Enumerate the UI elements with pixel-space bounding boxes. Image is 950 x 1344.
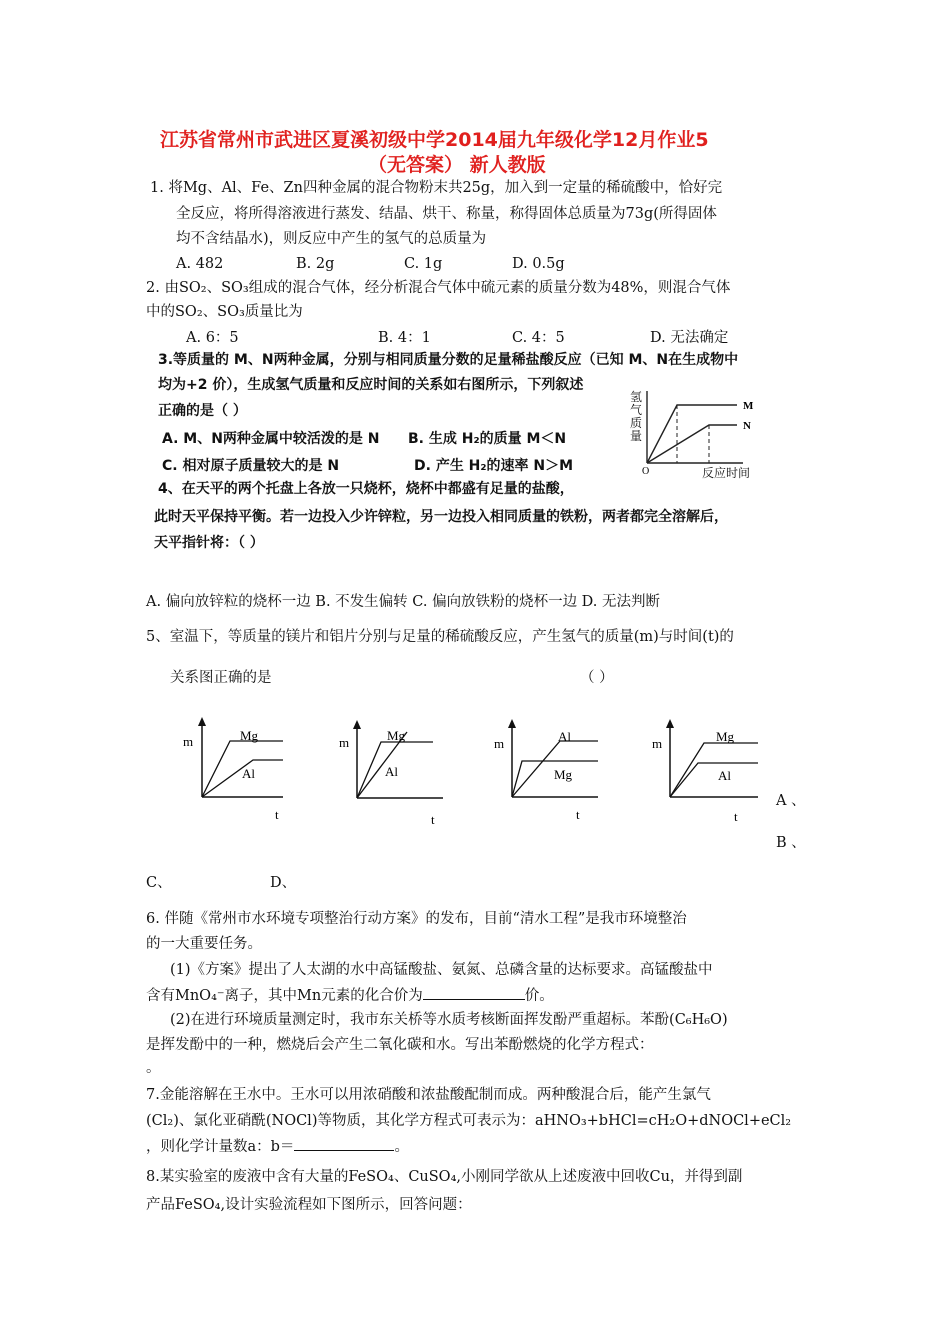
q6-part1-line2 xyxy=(146,985,554,1006)
q3-line3: 正确的是（ ） xyxy=(158,403,247,419)
q6-line2: 的一大重要任务。 xyxy=(146,936,262,952)
q5-graph-a xyxy=(175,715,315,827)
q3-graph-ylabel: 氢气质量 xyxy=(630,390,643,443)
q1-option-b: B. 2g xyxy=(296,256,335,272)
q6-part2-line2: 是挥发酚中的一种，燃烧后会产生二氧化碳和水。写出苯酚燃烧的化学方程式： xyxy=(146,1037,654,1053)
q2-option-b: B. 4：1 xyxy=(378,330,431,346)
q2-option-c: C. 4：5 xyxy=(512,330,565,346)
q6-part2-line3: 。 xyxy=(146,1060,161,1076)
q5-graph-a-t: t xyxy=(275,807,279,822)
q8-line1: 8.某实验室的废液中含有大量的FeSO₄、CuSO₄,小刚同学欲从上述废液中回收Cu，并得到副 xyxy=(146,1169,743,1185)
q4-line3: 天平指针将：（ ） xyxy=(154,535,264,551)
q3-graph-line-n xyxy=(647,425,737,463)
q3-line2: 均为+2 价），生成氢气质量和反应时间的关系如右图所示，下列叙述 xyxy=(158,377,584,393)
q3-graph-label-n: N xyxy=(743,420,751,432)
q3-option-c: C. 相对原子质量较大的是 N xyxy=(162,458,340,474)
q5-label-d: D、 xyxy=(270,875,297,891)
q5-graph-c-bottom: Mg xyxy=(554,767,573,782)
q1-option-c: C. 1g xyxy=(404,256,443,272)
q4-options: A. 偏向放锌粒的烧杯一边 B. 不发生偏转 C. 偏向放铁粉的烧杯一边 D. 无法判断 xyxy=(146,594,661,610)
q3-option-b: B. 生成 H₂的质量 M＜N xyxy=(408,431,567,447)
q6-part1-text: 含有MnO₄⁻离子，其中Mn元素的化合价为 xyxy=(146,988,423,1004)
q2-option-d: D. 无法确定 xyxy=(650,330,729,346)
q5-label-b: B 、 xyxy=(776,835,806,851)
q7-blank-ratio[interactable] xyxy=(294,1136,394,1151)
q2-option-a: A. 6：5 xyxy=(186,330,239,346)
q5-graph-c xyxy=(490,717,630,829)
q5-graph-d-bottom: Al xyxy=(718,768,731,783)
q5-graph-b-m: m xyxy=(339,735,350,750)
q1-line1: 1. 将Mg、Al、Fe、Zn四种金属的混合物粉末共25g，加入到一定量的稀硫酸中，恰好完 xyxy=(150,180,723,196)
q5-graph-b-bottom: Al xyxy=(385,764,398,779)
q5-graph-b-t: t xyxy=(431,812,435,827)
q6-part2-line1: (2)在进行环境质量测定时，我市东关桥等水质考核断面挥发酚严重超标。苯酚(C₆H₆O) xyxy=(170,1012,728,1028)
q1-line2: 全反应，将所得溶液进行蒸发、结晶、烘干、称量，称得固体总质量为73g(所得固体 xyxy=(176,206,717,222)
q4-line1: 4、在天平的两个托盘上各放一只烧杯，烧杯中都盛有足量的盐酸， xyxy=(158,481,574,497)
q7-suffix: 。 xyxy=(394,1139,409,1155)
q6-part1-suffix: 价。 xyxy=(524,988,554,1004)
q2-line2: 中的SO₂、SO₃质量比为 xyxy=(146,304,303,320)
q3-option-a: A. M、N两种金属中较活泼的是 N xyxy=(162,431,380,447)
q8-line2: 产品FeSO₄,设计实验流程如下图所示，回答问题： xyxy=(146,1197,472,1213)
q3-graph-label-m: M xyxy=(743,400,754,412)
q5-graph-c-top: Al xyxy=(558,729,571,744)
q5-graph-d-m: m xyxy=(652,736,663,751)
q3-option-d: D. 产生 H₂的速率 N＞M xyxy=(414,458,574,474)
q5-graph-c-m: m xyxy=(494,736,505,751)
q5-graph-b-top: Mg xyxy=(387,728,406,743)
q5-graph-a-top: Mg xyxy=(240,728,259,743)
q2-line1: 2. 由SO₂、SO₃组成的混合气体，经分析混合气体中硫元素的质量分数为48%，则混合气体 xyxy=(146,280,731,296)
q5-answer-paren: （ ） xyxy=(580,670,614,686)
q5-line1: 5、室温下，等质量的镁片和铝片分别与足量的稀硫酸反应，产生氢气的质量(m)与时间(t)的 xyxy=(146,629,734,645)
q7-line3 xyxy=(146,1136,409,1157)
q3-graph-origin: O xyxy=(642,466,650,477)
q5-graph-d xyxy=(648,717,788,829)
q1-line3: 均不含结晶水)，则反应中产生的氢气的总质量为 xyxy=(176,231,487,247)
q5-graph-a-m: m xyxy=(183,734,194,749)
q5-graph-d-top: Mg xyxy=(716,729,735,744)
q5-label-a: A 、 xyxy=(776,793,806,809)
q5-graph-c-t: t xyxy=(576,807,580,822)
q3-line1: 3.等质量的 M、N两种金属，分别与相同质量分数的足量稀盐酸反应（已知 M、N在生成物中 xyxy=(158,352,739,368)
q6-part1-line1: (1)《方案》提出了人太湖的水中高锰酸盐、氨氮、总磷含量的达标要求。高锰酸盐中 xyxy=(170,962,713,978)
q5-graph-b xyxy=(333,718,473,830)
q6-blank-valence[interactable] xyxy=(423,985,525,1000)
q7-text: ，则化学计量数a：b＝ xyxy=(146,1139,295,1155)
q6-line1: 6. 伴随《常州市水环境专项整治行动方案》的发布，目前“清水工程”是我市环境整治 xyxy=(146,911,687,927)
q5-label-c: C、 xyxy=(146,875,172,891)
q1-option-a: A. 482 xyxy=(176,256,224,272)
page-title: 江苏省常州市武进区夏溪初级中学2014届九年级化学12月作业5 xyxy=(160,129,709,151)
q7-line1: 7.金能溶解在王水中。王水可以用浓硝酸和浓盐酸配制而成。两种酸混合后，能产生氯气 xyxy=(146,1087,711,1103)
q1-option-d: D. 0.5g xyxy=(512,256,565,272)
q5-graph-a-bottom: Al xyxy=(242,766,255,781)
q3-graph-xlabel: 反应时间 xyxy=(702,466,751,480)
q7-line2: (Cl₂)、氯化亚硝酰(NOCl)等物质，其化学方程式可表示为：aHNO₃+bHCl=cH₂O+dNOCl+eCl₂ xyxy=(146,1113,792,1129)
q4-line2: 此时天平保持平衡。若一边投入少许锌粒，另一边投入相同质量的铁粉，两者都完全溶解后， xyxy=(154,509,728,525)
q5-graph-d-t: t xyxy=(734,809,738,824)
q5-line2: 关系图正确的是 xyxy=(170,670,272,686)
page-subtitle: （无答案） 新人教版 xyxy=(368,154,546,176)
